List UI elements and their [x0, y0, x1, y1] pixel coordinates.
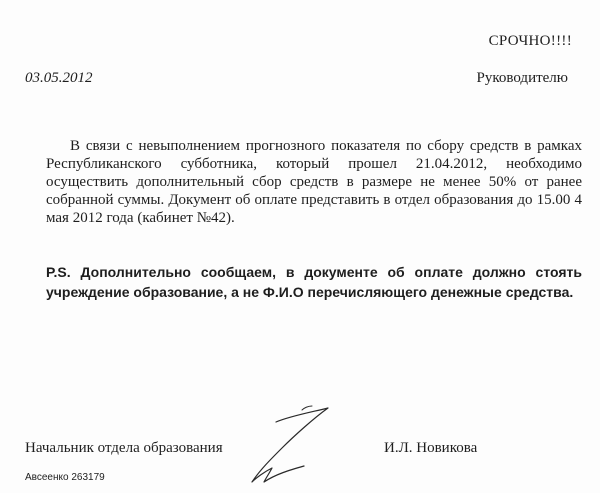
signatory-name: И.Л. Новикова [384, 440, 478, 456]
handwritten-signature-icon [246, 400, 336, 490]
urgent-mark: СРОЧНО!!!! [488, 33, 572, 49]
addressee: Руководителю [476, 70, 568, 86]
executor-note: Авсеенко 263179 [25, 472, 105, 483]
letter-date: 03.05.2012 [25, 70, 93, 86]
postscript: P.S. Дополнительно сообщаем, в документе об оплате должно стоять учреждение образование, а не Ф.И.О перечисляющего денежные средства. [46, 264, 582, 300]
main-paragraph: В связи с невыполнением прогнозного показателя по сбору средств в рамках Республиканского субботника, который прошел 21.04.2012, необходимо осуществить дополнительный сбор средств в размере не менее 50% от ранее собранной суммы. Документ об оплате представить в отдел образования до 15.00 4 мая 2012 года (кабинет №42). [46, 138, 582, 226]
signatory-position: Начальник отдела образования [25, 440, 223, 456]
